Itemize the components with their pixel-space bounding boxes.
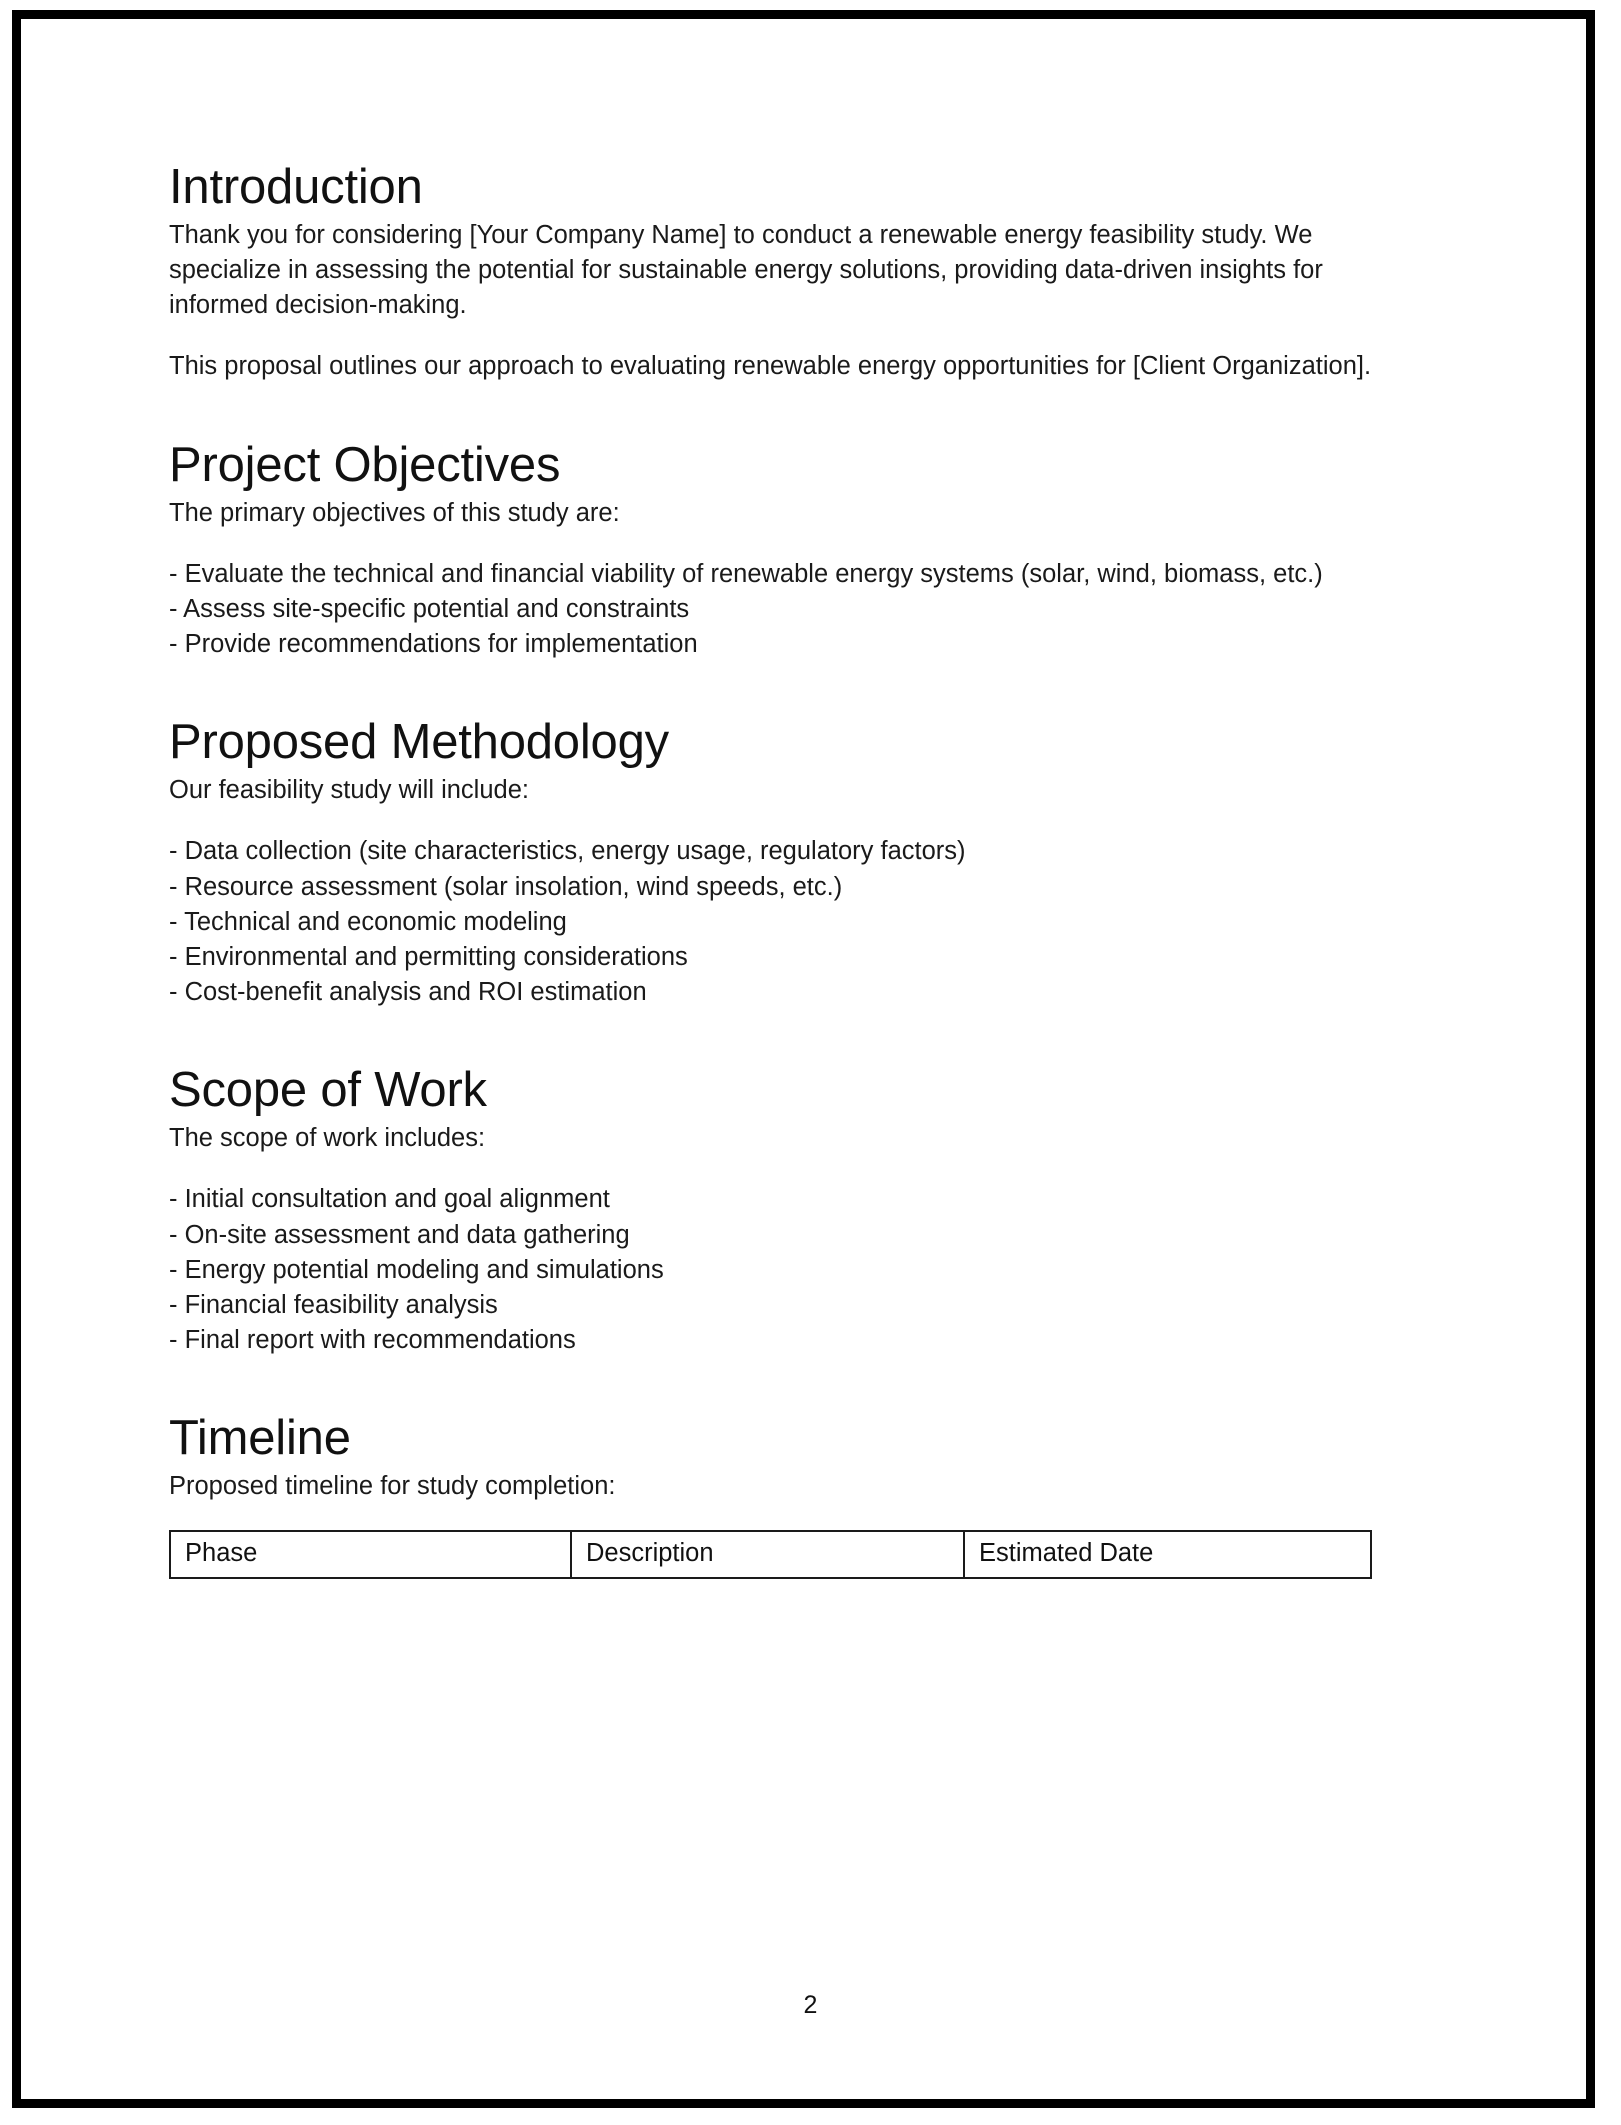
section-introduction [169, 161, 1401, 385]
list-item: - On-site assessment and data gathering [169, 1220, 630, 1249]
list-spacer [169, 808, 1401, 834]
page-number: 2 [803, 1991, 818, 2019]
timeline-table [169, 1530, 1372, 1579]
list-item: - Technical and economic modeling [169, 907, 567, 936]
page-frame [12, 10, 1595, 2108]
section-spacer [169, 662, 1401, 716]
heading-project-objectives: Project Objectives [169, 437, 561, 492]
list-item: - Financial feasibility analysis [169, 1291, 498, 1319]
project-objectives-list [169, 557, 1401, 663]
scope-of-work-intro: The scope of work includes: [169, 1124, 486, 1153]
section-proposed-methodology [169, 716, 1401, 1010]
proposed-methodology-list [169, 834, 1401, 1010]
timeline-intro: Proposed timeline for study completion: [169, 1472, 616, 1501]
list-item: - Resource assessment (solar insolation, wind speeds, etc.) [169, 872, 843, 901]
page-surface [21, 19, 1586, 2099]
list-spacer [169, 1156, 1401, 1182]
list-item: - Energy potential modeling and simulations [169, 1255, 664, 1284]
section-spacer [169, 385, 1401, 439]
table-spacer [169, 1504, 1401, 1530]
paragraph-spacer [169, 323, 1401, 349]
document-body [169, 161, 1401, 1579]
section-spacer [169, 1358, 1401, 1412]
list-spacer [169, 531, 1401, 557]
table-column-header-description: Description [571, 1531, 964, 1578]
section-project-objectives [169, 439, 1401, 663]
heading-scope-of-work: Scope of Work [169, 1063, 487, 1118]
proposed-methodology-intro: Our feasibility study will include: [169, 776, 529, 805]
heading-timeline: Timeline [169, 1411, 351, 1466]
introduction-paragraph-1: Thank you for considering [Your Company Name] to conduct a renewable energy feasibility study. We specialize in assessing the potential for sustainable energy solutions, providing data-driven insights for informed decision-making. [169, 220, 1323, 320]
list-item: - Evaluate the technical and financial viability of renewable energy systems (solar, wind, biomass, etc.) [169, 559, 1323, 588]
section-timeline [169, 1412, 1401, 1579]
section-scope-of-work [169, 1064, 1401, 1358]
list-item: - Environmental and permitting considerations [169, 942, 688, 971]
project-objectives-intro: The primary objectives of this study are: [169, 498, 620, 527]
list-item: - Provide recommendations for implementation [169, 630, 698, 659]
heading-proposed-methodology: Proposed Methodology [169, 715, 669, 770]
list-item: - Data collection (site characteristics, energy usage, regulatory factors) [169, 837, 966, 866]
list-item: - Cost-benefit analysis and ROI estimation [169, 978, 647, 1007]
table-column-header-estimated-date: Estimated Date [964, 1531, 1371, 1578]
introduction-paragraph-2: This proposal outlines our approach to evaluating renewable energy opportunities for [Client Organization]. [169, 352, 1372, 381]
table-header-row [170, 1531, 1371, 1578]
list-item: - Initial consultation and goal alignment [169, 1185, 610, 1214]
table-column-header-phase: Phase [170, 1531, 571, 1578]
heading-introduction: Introduction [169, 160, 423, 214]
list-item: - Assess site-specific potential and constraints [169, 594, 690, 623]
section-spacer [169, 1010, 1401, 1064]
scope-of-work-list [169, 1182, 1401, 1358]
page-footer [21, 1991, 1586, 2020]
list-item: - Final report with recommendations [169, 1326, 576, 1355]
